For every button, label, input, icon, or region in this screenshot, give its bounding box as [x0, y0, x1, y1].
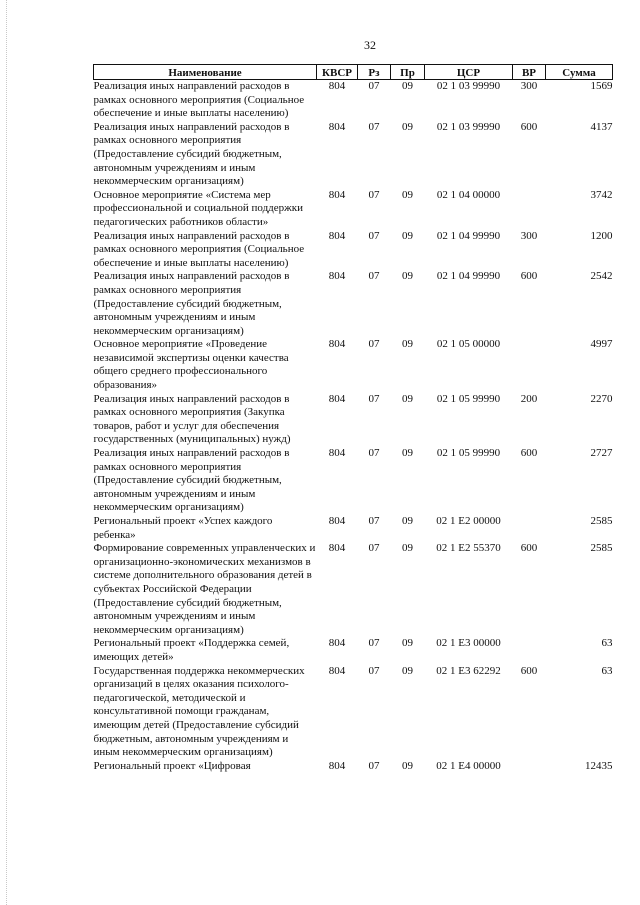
row-csr-cell: 02 1 E4 00000 — [436, 759, 501, 772]
row-sum-cell: 12435 — [585, 759, 613, 772]
row-pr-cell: 09 — [402, 120, 413, 133]
page-number: 32 — [364, 38, 376, 52]
row-sum-cell: 2542 — [590, 270, 613, 283]
table-row — [94, 637, 613, 664]
row-rz-cell: 07 — [368, 637, 380, 650]
table-row — [94, 542, 613, 637]
header-csr: ЦСР — [425, 65, 513, 80]
row-name-cell: Реализация иных направлений расходов в рамках основного мероприятия (Социальное обеспечение и иные выплаты населению) — [93, 229, 305, 269]
row-pr-cell: 09 — [402, 664, 413, 677]
row-csr-cell: 02 1 E3 62292 — [436, 664, 501, 677]
row-rz-cell: 07 — [368, 542, 380, 555]
row-sum-cell: 2585 — [590, 542, 613, 555]
header-rz: Рз — [358, 65, 391, 80]
row-rz-cell: 07 — [368, 392, 380, 405]
row-kvsr-cell: 804 — [328, 392, 346, 405]
row-kvsr-cell: 804 — [328, 447, 346, 460]
page-edge-line — [6, 0, 8, 905]
row-csr-cell: 02 1 05 99990 — [436, 392, 501, 405]
row-kvsr-cell: 804 — [328, 80, 346, 92]
row-sum-cell: 63 — [601, 637, 613, 650]
header-pr: Пр — [391, 65, 425, 80]
row-rz-cell: 07 — [368, 229, 380, 242]
row-sum-cell: 3742 — [590, 188, 613, 201]
row-sum-cell: 2585 — [590, 515, 613, 527]
table-row — [94, 515, 613, 542]
row-pr-cell: 09 — [402, 338, 413, 351]
row-name-cell: Реализация иных направлений расходов в рамках основного мероприятия (Предоставление субсидий бюджетным, автономным учреждениям и иным некоммерческим организациям) — [93, 120, 290, 188]
row-csr-cell: 02 1 04 99990 — [436, 229, 501, 242]
row-kvsr-cell: 804 — [328, 120, 346, 133]
table-header — [94, 65, 613, 80]
row-name-cell: Региональный проект «Цифровая — [93, 759, 251, 772]
header-sum: Сумма — [546, 65, 613, 80]
row-vr-cell: 600 — [520, 664, 538, 677]
row-sum-cell: 1569 — [590, 80, 613, 92]
row-vr-cell: 300 — [520, 229, 538, 242]
row-pr-cell: 09 — [402, 515, 413, 527]
row-rz-cell: 07 — [368, 664, 380, 677]
row-rz-cell: 07 — [368, 338, 380, 351]
row-vr-cell — [513, 338, 546, 392]
row-sum-cell: 4997 — [590, 338, 613, 351]
table-body — [94, 80, 613, 774]
row-vr-cell — [513, 515, 546, 542]
row-pr-cell: 09 — [402, 270, 413, 283]
row-vr-cell: 300 — [520, 80, 538, 92]
row-pr-cell: 09 — [402, 229, 413, 242]
row-rz-cell: 07 — [368, 188, 380, 201]
row-pr-cell: 09 — [402, 188, 413, 201]
row-vr-cell — [513, 189, 546, 230]
row-csr-cell: 02 1 05 99990 — [436, 447, 501, 460]
row-name-cell: Формирование современных управленческих и организационно-экономических механизмов в системе дополнительного образования детей в субъектах Российской Федерации (Предоставление субсидий бюджетным, автономным учреждениям и иным некоммерческим организациям) — [93, 542, 316, 636]
row-name-cell: Реализация иных направлений расходов в рамках основного мероприятия (Социальное обеспечение и иные выплаты населению) — [93, 80, 305, 120]
row-sum-cell: 63 — [601, 664, 613, 677]
row-csr-cell: 02 1 03 99990 — [436, 80, 501, 92]
row-sum-cell: 2270 — [590, 392, 613, 405]
row-sum-cell: 2727 — [590, 447, 613, 460]
row-vr-cell — [513, 637, 546, 664]
row-sum-cell: 1200 — [590, 229, 613, 242]
header-vr: ВР — [513, 65, 546, 80]
table-row — [94, 447, 613, 515]
row-vr-cell: 600 — [520, 120, 538, 133]
row-kvsr-cell: 804 — [328, 515, 346, 527]
row-name-cell: Региональный проект «Поддержка семей, имеющих детей» — [93, 637, 290, 663]
header-kvsr: КВСР — [317, 65, 358, 80]
row-rz-cell: 07 — [368, 270, 380, 283]
table-row — [94, 189, 613, 230]
table-row — [94, 270, 613, 338]
row-kvsr-cell: 804 — [328, 759, 346, 772]
row-name-cell: Реализация иных направлений расходов в рамках основного мероприятия (Закупка товаров, работ и услуг для обеспечения государственных (муниципальных) нужд) — [93, 392, 291, 446]
row-rz-cell: 07 — [368, 447, 380, 460]
row-pr-cell: 09 — [402, 447, 413, 460]
row-kvsr-cell: 804 — [328, 542, 346, 555]
table-row — [94, 393, 613, 447]
row-vr-cell: 600 — [520, 270, 538, 283]
table-row — [94, 230, 613, 271]
row-csr-cell: 02 1 04 00000 — [436, 188, 501, 201]
table-row — [94, 121, 613, 189]
row-csr-cell: 02 1 05 00000 — [436, 338, 501, 351]
row-kvsr-cell: 804 — [328, 188, 346, 201]
row-vr-cell: 600 — [520, 447, 538, 460]
budget-table — [93, 64, 613, 773]
table-row — [94, 80, 613, 121]
header-name: Наименование — [94, 65, 317, 80]
row-name-cell: Реализация иных направлений расходов в рамках основного мероприятия (Предоставление субсидий бюджетным, автономным учреждениям и иным некоммерческим организациям) — [93, 270, 290, 337]
row-rz-cell: 07 — [368, 80, 380, 92]
row-name-cell: Региональный проект «Успех каждого ребенка» — [93, 515, 273, 541]
row-rz-cell: 07 — [368, 120, 380, 133]
row-pr-cell: 09 — [402, 637, 413, 650]
row-csr-cell: 02 1 03 99990 — [436, 120, 501, 133]
row-kvsr-cell: 804 — [328, 637, 346, 650]
row-name-cell: Основное мероприятие «Проведение независимой экспертизы оценки качества общего среднего профессионального образования» — [93, 338, 289, 392]
row-kvsr-cell: 804 — [328, 229, 346, 242]
row-vr-cell — [513, 760, 546, 774]
row-rz-cell: 07 — [368, 759, 380, 772]
row-csr-cell: 02 1 E2 55370 — [436, 542, 501, 555]
row-csr-cell: 02 1 E2 00000 — [436, 515, 501, 527]
row-pr-cell: 09 — [402, 759, 413, 772]
table-row — [94, 760, 613, 774]
row-vr-cell: 200 — [520, 392, 538, 405]
row-name-cell: Государственная поддержка некоммерческих организаций в целях оказания психолого-педагогической, методической и консультативной помощи гражданам, имеющим детей (Предоставление субсидий бюджетным, автономным учреждениям и иным некоммерческим организациям) — [93, 664, 305, 759]
table-row — [94, 338, 613, 392]
row-pr-cell: 09 — [402, 392, 413, 405]
row-vr-cell: 600 — [520, 542, 538, 555]
row-name-cell: Реализация иных направлений расходов в рамках основного мероприятия (Предоставление субсидий бюджетным, автономным учреждениям и иным некоммерческим организациям) — [93, 447, 290, 514]
row-pr-cell: 09 — [402, 80, 413, 92]
table-row — [94, 665, 613, 760]
row-rz-cell: 07 — [368, 515, 380, 527]
row-sum-cell: 4137 — [590, 120, 613, 133]
header-row — [94, 65, 613, 80]
row-name-cell: Основное мероприятие «Система мер профессиональной и социальной поддержки педагогических работников области» — [93, 188, 303, 228]
row-kvsr-cell: 804 — [328, 338, 346, 351]
row-csr-cell: 02 1 04 99990 — [436, 270, 501, 283]
row-kvsr-cell: 804 — [328, 270, 346, 283]
row-pr-cell: 09 — [402, 542, 413, 555]
row-csr-cell: 02 1 E3 00000 — [436, 637, 501, 650]
row-kvsr-cell: 804 — [328, 664, 346, 677]
